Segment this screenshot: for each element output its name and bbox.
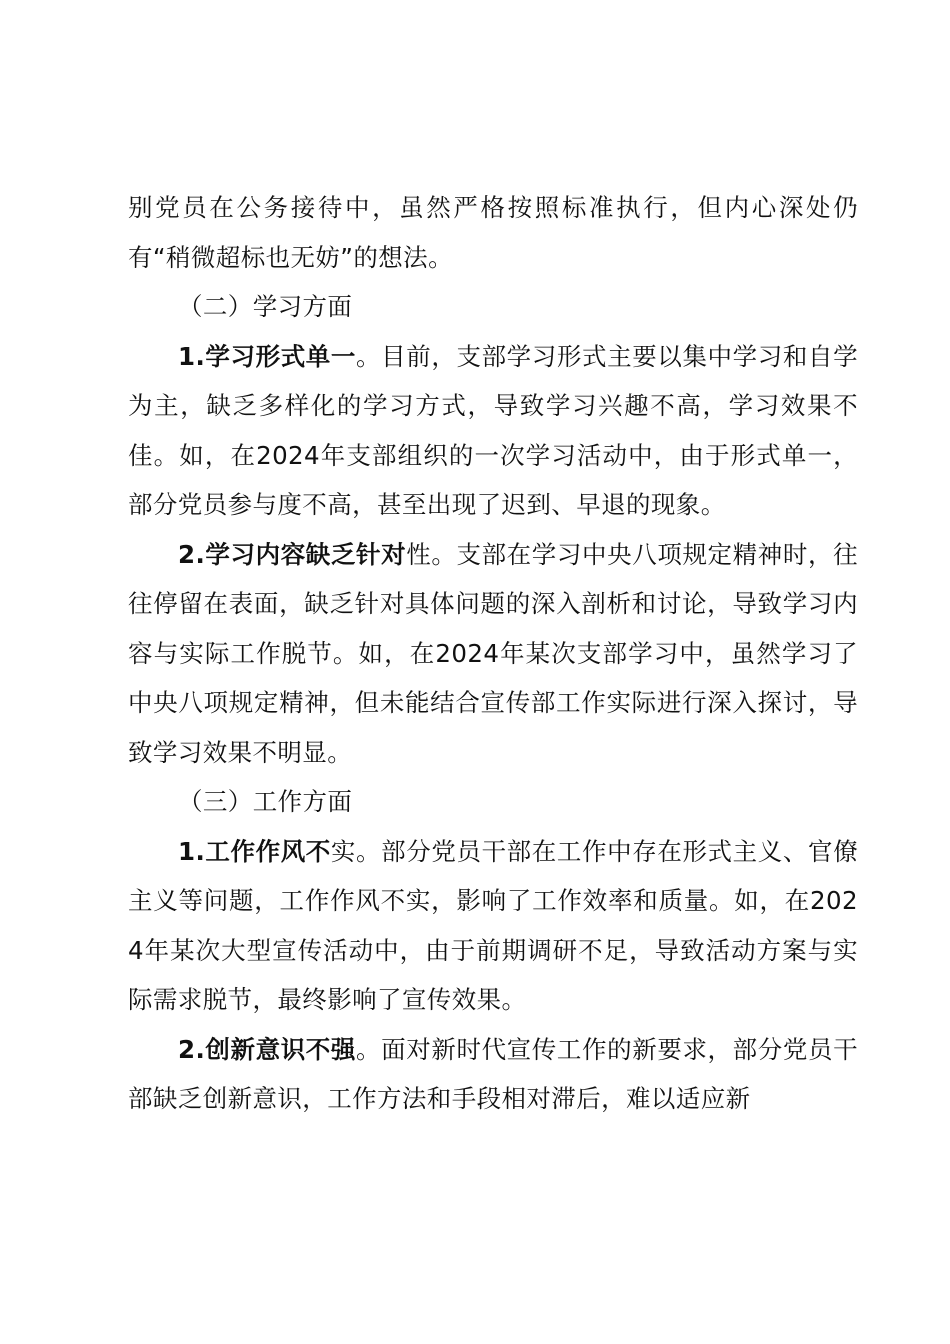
paragraph-lead: 2.学习内容缺乏针对 — [178, 539, 407, 569]
paragraph-text: 性。支部在学习中央八项规定精神时，往往停留在表面，缺乏针对具体问题的深入剖析和讨论，导致学习内容与实际工作脱节。如，在2024年某次支部学习中，虽然学习了中央八项规定精神，但未能结合宣传部工作实际进行深入探讨，导致学习效果不明显。 — [128, 539, 859, 767]
section-heading-text: （二）学习方面 — [178, 292, 353, 321]
paragraph-study-content — [128, 530, 858, 778]
paragraph-lead: 1.工作作风不 — [178, 836, 331, 866]
paragraph-lead: 1.学习形式单一 — [178, 341, 357, 371]
paragraph-text: 实。部分党员干部在工作中存在形式主义、官僚主义等问题，工作作风不实，影响了工作效率和质量。如，在2024年某次大型宣传活动中，由于前期调研不足，导致活动方案与实际需求脱节，最终影响了宣传效果。 — [128, 836, 859, 1014]
paragraph-text: 。目前，支部学习形式主要以集中学习和自学为主，缺乏多样化的学习方式，导致学习兴趣不高，学习效果不佳。如，在2024年支部组织的一次学习活动中，由于形式单一，部分党员参与度不高，甚至出现了迟到、早退的现象。 — [128, 341, 859, 519]
paragraph-continuation — [128, 183, 858, 282]
paragraph-innovation — [128, 1025, 858, 1124]
document-body — [128, 183, 858, 1124]
section-heading-work — [128, 777, 858, 827]
section-heading-text: （三）工作方面 — [178, 787, 353, 816]
section-heading-study — [128, 282, 858, 332]
paragraph-study-form — [128, 332, 858, 530]
paragraph-lead: 2.创新意识不强 — [178, 1034, 357, 1064]
paragraph-text: 。面对新时代宣传工作的新要求，部分党员干部缺乏创新意识，工作方法和手段相对滞后，难以适应新 — [128, 1034, 859, 1113]
paragraph-text: 别党员在公务接待中，虽然严格按照标准执行，但内心深处仍有“稍微超标也无妨”的想法。 — [128, 193, 858, 272]
paragraph-work-style — [128, 827, 858, 1025]
